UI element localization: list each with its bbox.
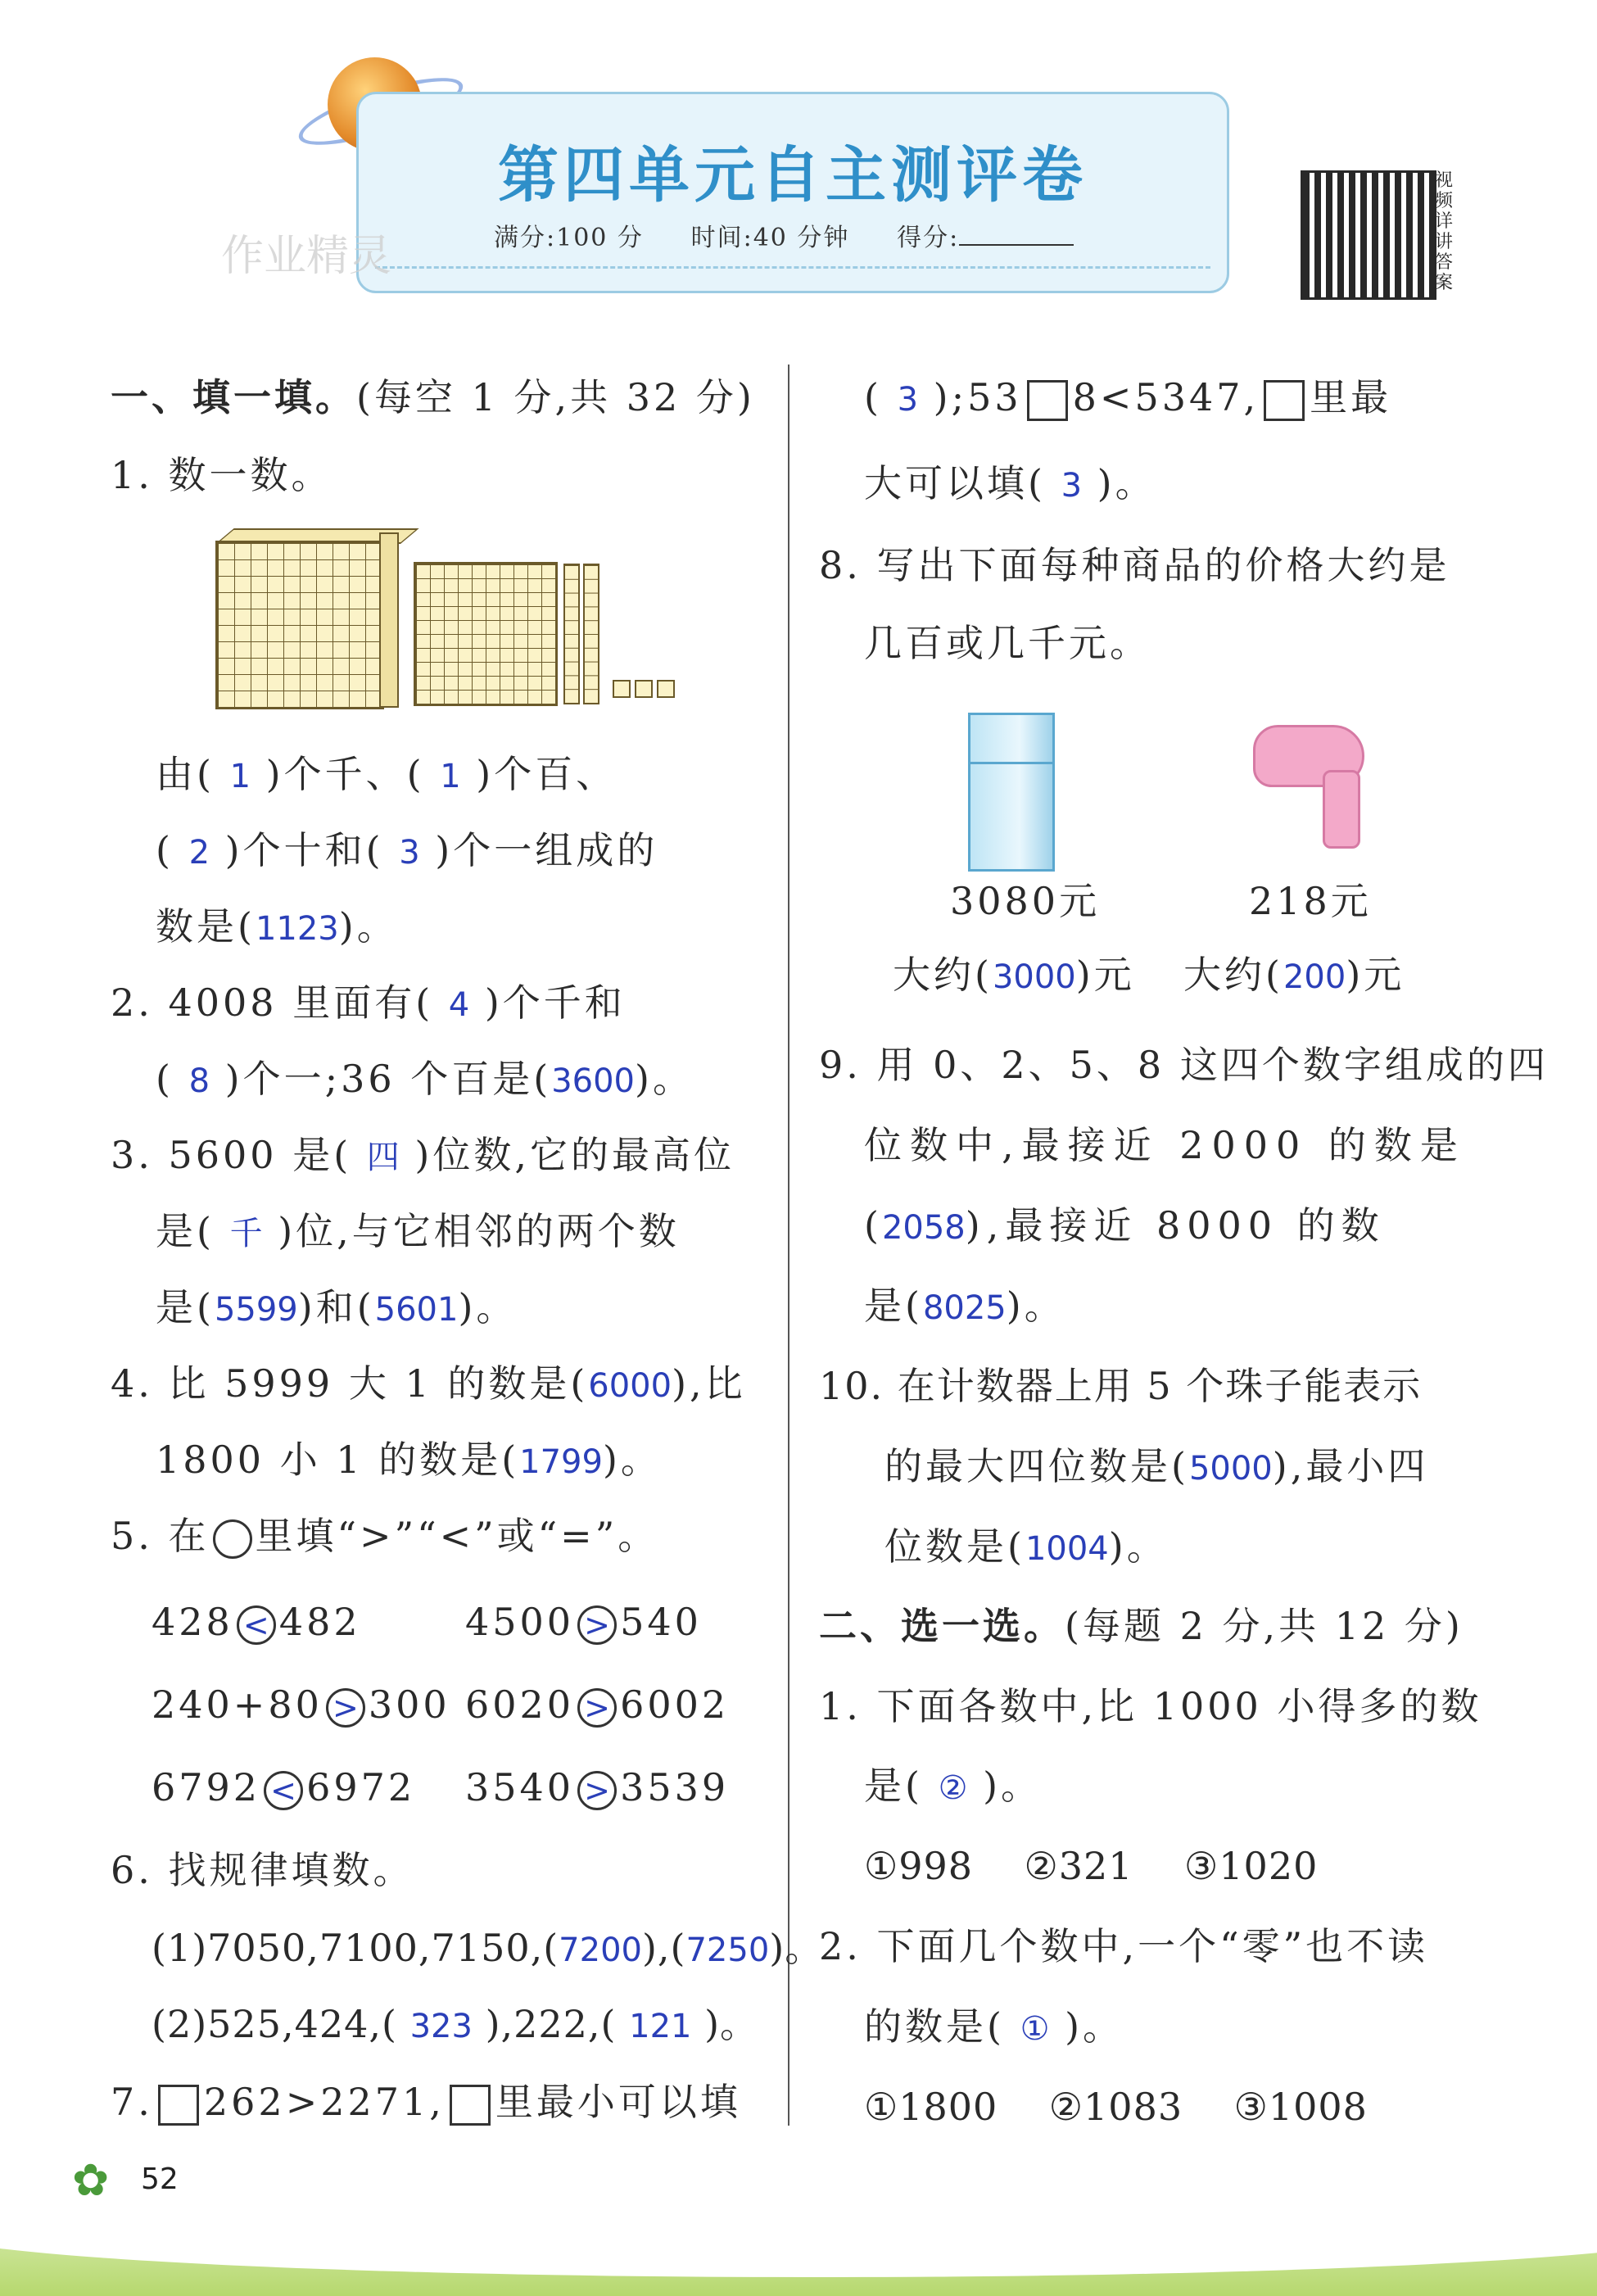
q1-line1: 由( 1 )个千、( 1 )个百、 — [156, 752, 618, 796]
s2q2-line2: 的数是( ① )。 — [864, 2004, 1124, 2049]
q5-row: 6020 > 6002 — [465, 1682, 730, 1727]
score-label: 得分: — [897, 224, 960, 252]
answer: 8 — [188, 1062, 210, 1100]
column-divider — [788, 365, 789, 2126]
answer: ② — [938, 1769, 968, 1807]
header-info — [494, 217, 1074, 253]
q9-line1: 9. 用 0、2、5、8 这四个数字组成的四 — [819, 1043, 1549, 1087]
q7-cont-line1: ( 3 );53 8<5347, 里最 — [864, 375, 1392, 419]
leaf-icon: ✿ — [72, 2154, 110, 2206]
answer: 四 — [366, 1139, 400, 1176]
q2-line1: 2. 4008 里面有( 4 )个千和 — [111, 980, 626, 1025]
answer: 2058 — [881, 1209, 966, 1247]
q5-row: 6792 < 6972 — [152, 1765, 416, 1809]
thousand-cube-icon — [215, 541, 384, 709]
q5-row: 240+80 > 300 — [152, 1682, 450, 1727]
q1-line2: ( 2 )个十和( 3 )个一组成的 — [156, 828, 658, 872]
time-limit: 时间:40 分钟 — [690, 224, 850, 252]
circle-icon — [213, 1519, 252, 1559]
answer: 5599 — [214, 1291, 298, 1329]
footer-wave — [0, 2179, 1597, 2277]
answer: 1123 — [255, 910, 339, 948]
answer: 3 — [897, 381, 919, 419]
q1-label: 1. 数一数。 — [111, 453, 333, 497]
q6-row2: (2)525,424,( 323 ),222,( 121 )。 — [152, 2002, 759, 2046]
answer: 1004 — [1025, 1530, 1109, 1568]
q3-line2: 是( 千 )位,与它相邻的两个数 — [156, 1209, 680, 1253]
blank-box — [1027, 380, 1068, 421]
answer: 5000 — [1188, 1450, 1273, 1488]
answer: 1 — [229, 758, 251, 795]
hundred-flat-icon — [414, 562, 558, 706]
answer: 7250 — [685, 1931, 770, 1969]
qr-caption: 视频详讲答案 — [1435, 170, 1454, 293]
q4-line2: 1800 小 1 的数是(1799)。 — [156, 1438, 662, 1482]
compare-circle: > — [577, 1688, 617, 1728]
answer: 1 — [440, 758, 461, 795]
page-number: 52 — [141, 2162, 179, 2196]
q3-line1: 3. 5600 是( 四 )位数,它的最高位 — [111, 1133, 735, 1177]
s2q1-line2: 是( ② )。 — [864, 1764, 1043, 1808]
answer: 121 — [629, 2008, 692, 2045]
section1-heading: 一、填一填。(每空 1 分,共 32 分) — [111, 375, 755, 419]
s2q2-line1: 2. 下面几个数中,一个“零”也不读 — [819, 1924, 1429, 1968]
hair-dryer-handle — [1323, 770, 1360, 849]
unit-cube-icon — [657, 680, 675, 698]
answer: 3000 — [992, 958, 1076, 996]
q1-line3: 数是(1123)。 — [156, 904, 398, 949]
q9-line4: 是(8025)。 — [864, 1284, 1065, 1328]
answer: 6000 — [588, 1367, 672, 1405]
q9-line3: (2058),最接近 8000 的数 — [864, 1203, 1386, 1248]
watermark: 作业精灵 — [221, 232, 392, 281]
compare-circle: < — [237, 1605, 276, 1645]
blank-box — [450, 2085, 491, 2126]
q6-row1: (1)7050,7100,7150,(7200),(7250)。 — [152, 1926, 824, 1970]
q10-line2: 的最大四位数是(5000),最小四 — [884, 1444, 1429, 1488]
blank-box — [158, 2085, 199, 2126]
q10-line3: 位数是(1004)。 — [884, 1524, 1168, 1569]
answer: 323 — [409, 2008, 473, 2045]
answer: 3 — [399, 834, 420, 872]
page-title: 第四单元自主测评卷 — [498, 140, 1088, 211]
q3-line3: 是(5599)和(5601)。 — [156, 1285, 518, 1329]
price-fridge: 3080元 — [950, 879, 1101, 923]
unit-cube-icon — [635, 680, 653, 698]
s2q2-options: ①1800 ②1083 ③1008 — [864, 2085, 1368, 2129]
q5-label: 5. 在 里填“>”“<”或“=”。 — [111, 1514, 659, 1558]
thousand-cube-side — [379, 532, 399, 708]
q9-line2: 位数中,最接近 2000 的数是 — [864, 1123, 1466, 1167]
blank-box — [1264, 380, 1305, 421]
q7-cont-line2: 大可以填( 3 )。 — [864, 461, 1156, 505]
answer: 4 — [448, 986, 470, 1024]
answer: 1799 — [519, 1443, 603, 1481]
answer: 3 — [1061, 467, 1083, 505]
ten-rod-icon — [563, 564, 580, 704]
header-card — [356, 92, 1229, 293]
fridge-icon — [968, 713, 1055, 872]
q10-line1: 10. 在计数器上用 5 个珠子能表示 — [819, 1364, 1423, 1408]
answer: 5601 — [374, 1291, 459, 1329]
compare-circle: > — [577, 1771, 617, 1810]
unit-cube-icon — [613, 680, 631, 698]
q5-row: 3540 > 3539 — [465, 1765, 730, 1809]
dashed-divider — [375, 266, 1210, 269]
answer: 200 — [1283, 958, 1346, 996]
compare-circle: < — [264, 1771, 303, 1810]
qr-code-icon[interactable] — [1301, 170, 1436, 300]
answer: ① — [1020, 2010, 1050, 2048]
q5-row: 4500 > 540 — [465, 1600, 702, 1644]
q4-line1: 4. 比 5999 大 1 的数是(6000),比 — [111, 1361, 746, 1406]
fridge-door-line — [968, 762, 1055, 764]
estimate-dryer: 大约(200)元 — [1183, 953, 1405, 997]
q6-label: 6. 找规律填数。 — [111, 1848, 414, 1892]
q7-line1: 7. 262>2271, 里最小可以填 — [111, 2080, 741, 2124]
answer: 8025 — [922, 1289, 1007, 1327]
q8-line1: 8. 写出下面每种商品的价格大约是 — [819, 543, 1450, 587]
q5-row: 428 < 482 — [152, 1600, 361, 1644]
ten-rod-icon — [583, 564, 599, 704]
answer: 7200 — [559, 1931, 642, 1969]
q2-line2: ( 8 )个一;36 个百是(3600)。 — [156, 1057, 694, 1101]
compare-circle: > — [577, 1605, 617, 1645]
full-score: 满分:100 分 — [494, 224, 644, 252]
section2-heading: 二、选一选。(每题 2 分,共 12 分) — [819, 1604, 1464, 1648]
s2q1-line1: 1. 下面各数中,比 1000 小得多的数 — [819, 1684, 1482, 1728]
answer: 2 — [188, 834, 210, 872]
estimate-fridge: 大约(3000)元 — [893, 953, 1135, 997]
s2q1-options: ①998 ②321 ③1020 — [864, 1844, 1319, 1888]
answer: 3600 — [551, 1062, 635, 1100]
answer: 千 — [229, 1215, 263, 1252]
compare-circle: > — [326, 1688, 365, 1728]
price-dryer: 218元 — [1249, 879, 1372, 923]
q8-line2: 几百或几千元。 — [864, 621, 1151, 665]
